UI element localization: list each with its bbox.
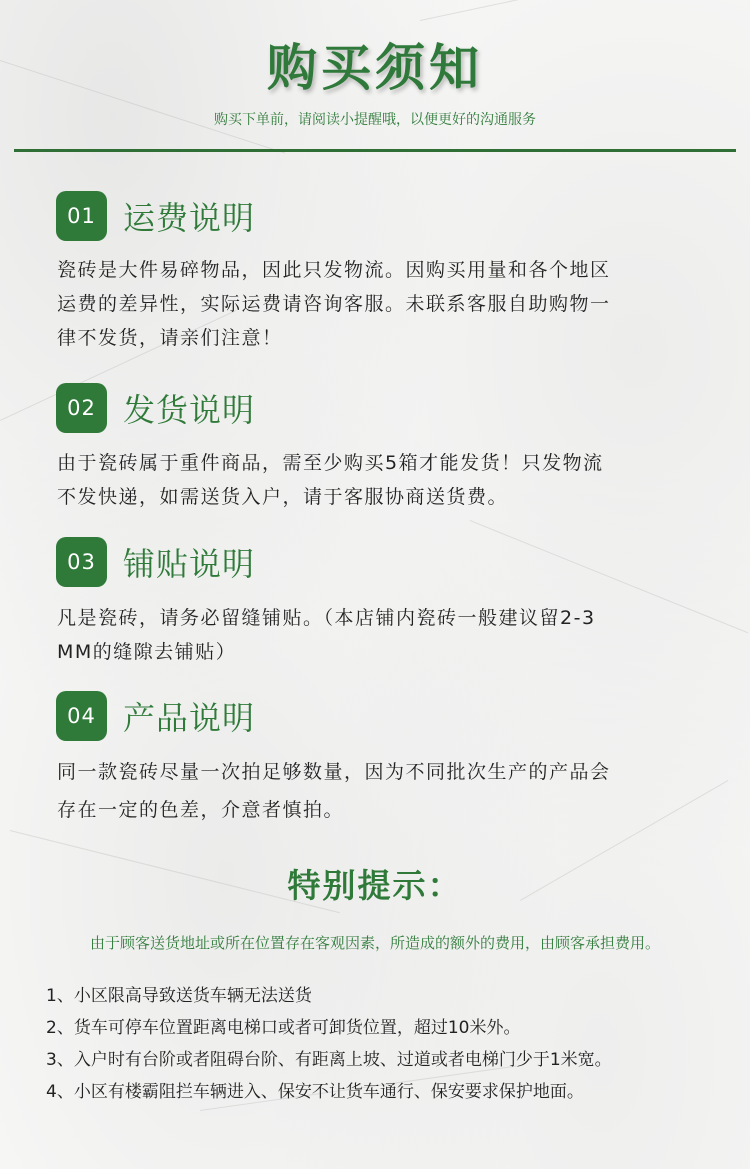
section-delivery-header xyxy=(56,383,255,433)
list-item: 2、货车可停车位置距离电梯口或者可卸货位置，超过10米外。 xyxy=(46,1018,521,1038)
section-shipping-body xyxy=(57,253,697,355)
section-number-badge: 04 xyxy=(56,691,107,741)
section-line: 律不发货，请亲们注意！ xyxy=(57,327,283,349)
section-line: 同一款瓷砖尽量一次拍足够数量，因为不同批次生产的产品会 xyxy=(57,761,611,783)
page-title: 购买须知 xyxy=(267,39,483,97)
section-line: 不发快递，如需送货入户，请于客服协商送货费。 xyxy=(57,486,509,508)
section-shipping-header xyxy=(56,191,255,241)
list-item: 1、小区限高导致送货车辆无法送货 xyxy=(46,986,312,1006)
section-line: 存在一定的色差，介意者慎拍。 xyxy=(57,799,345,821)
header-divider xyxy=(14,149,736,152)
list-item: 3、入户时有台阶或者阻碍台阶、有距离上坡、过道或者电梯门少于1米宽。 xyxy=(46,1050,612,1070)
section-product-header xyxy=(56,691,255,741)
marble-vein xyxy=(420,0,750,21)
page-subtitle: 购买下单前，请阅读小提醒哦，以便更好的沟通服务 xyxy=(214,112,536,128)
section-line: 由于瓷砖属于重件商品，需至少购买5箱才能发货！只发物流 xyxy=(57,452,604,474)
section-line: 运费的差异性，实际运费请咨询客服。未联系客服自助购物一 xyxy=(57,293,611,315)
list-item: 4、小区有楼霸阻拦车辆进入、保安不让货车通行、保安要求保护地面。 xyxy=(46,1082,584,1102)
section-tiling-body xyxy=(57,601,697,669)
section-title: 运费说明 xyxy=(123,199,256,237)
section-title: 产品说明 xyxy=(123,699,256,737)
section-tiling-header xyxy=(56,537,255,587)
section-title: 铺贴说明 xyxy=(123,545,256,583)
section-line: 瓷砖是大件易碎物品，因此只发物流。因购买用量和各个地区 xyxy=(57,259,611,281)
special-notice-title: 特别提示： xyxy=(287,866,463,905)
special-notice-list xyxy=(46,980,736,1108)
section-line: 凡是瓷砖，请务必留缝铺贴。（本店铺内瓷砖一般建议留2-3 xyxy=(57,607,596,629)
section-number-badge: 02 xyxy=(56,383,107,433)
special-notice-note: 由于顾客送货地址或所在位置存在客观因素，所造成的额外的费用，由顾客承担费用。 xyxy=(89,934,660,952)
section-product-body xyxy=(57,755,697,827)
section-number-badge: 03 xyxy=(56,537,107,587)
section-line: MM的缝隙去铺贴） xyxy=(57,641,237,663)
section-delivery-body xyxy=(57,446,697,514)
section-title: 发货说明 xyxy=(123,391,256,429)
section-number-badge: 01 xyxy=(56,191,107,241)
